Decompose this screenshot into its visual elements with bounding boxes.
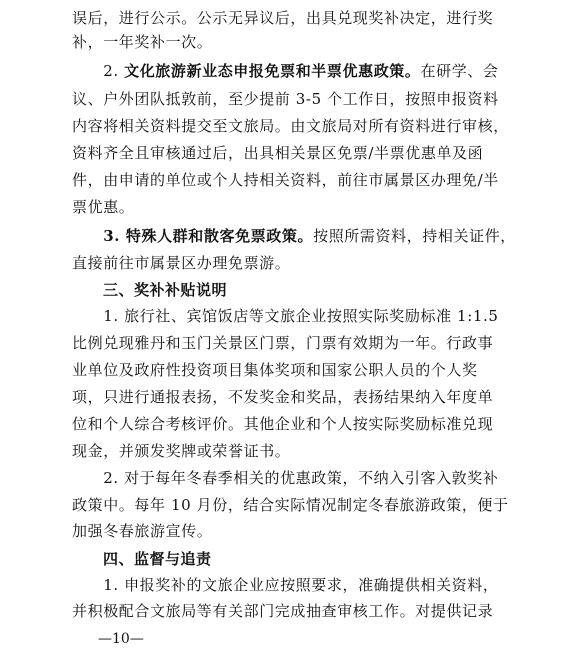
document-line	[72, 61, 499, 81]
document-line	[72, 197, 492, 217]
text-run: 误后，进行公示。公示无异议后，出具兑现奖补决定，进行奖	[72, 9, 494, 27]
document-line	[72, 441, 492, 461]
text-run: 直接前往市属景区办理免票游。	[72, 254, 291, 272]
document-line	[72, 521, 492, 541]
text-run: 1. 旅行社、宾馆饭店等文旅企业按照实际奖励标准 1:1.5	[72, 307, 499, 325]
text-run: 2.	[72, 62, 125, 80]
text-run: 比例兑现雅丹和玉门关景区门票，门票有效期为一年。行政事	[72, 334, 494, 352]
text-run: 政策中。每年 10 月份，结合实际情况制定冬春旅游政策，便于	[72, 496, 509, 514]
document-line	[72, 360, 492, 380]
document-line	[72, 601, 492, 621]
text-run: 项，只进行通报表扬，不发奖金和奖品，表扬结果纳入年度单	[72, 388, 494, 406]
text-run: 业单位及政府性投资项目集体奖项和国家公职人员的个人奖	[72, 361, 478, 379]
document-line	[72, 143, 492, 163]
text-run	[72, 227, 103, 245]
document-line	[72, 306, 499, 326]
document-line	[72, 32, 492, 52]
text-run: 资料齐全且审核通过后，出具相关景区免票/半票优惠单及函	[72, 144, 484, 162]
document-line	[72, 89, 499, 109]
document-line	[72, 575, 499, 595]
text-run: 按照所需资料，持相关证件，	[313, 227, 516, 245]
document-line	[72, 280, 492, 300]
text-run: 补，一年奖补一次。	[72, 33, 213, 51]
text-run: 件，由申请的单位或个人持相关资料，前往市属景区办理免/半	[72, 171, 499, 189]
bold-policy-title: 3. 特殊人群和散客免票政策。	[103, 227, 314, 245]
section-heading: 三、奖补补贴说明	[72, 281, 228, 299]
document-line	[72, 495, 509, 515]
text-run: 2. 对于每年冬春季相关的优惠政策，不纳入引客入敦奖补	[72, 469, 499, 487]
text-run: 在研学、会	[420, 62, 499, 80]
text-run: 议、户外团队抵敦前，至少提前 3-5 个工作日，按照申报资料	[72, 90, 499, 108]
document-line	[72, 387, 492, 407]
page-number: —10—	[98, 631, 144, 647]
section-heading: 四、监督与追责	[72, 550, 212, 568]
document-line	[72, 549, 492, 569]
text-run: 位和个人综合考核评价。其他企业和个人按实际奖励标准兑现	[72, 415, 494, 433]
document-line	[72, 414, 492, 434]
document-line	[72, 170, 499, 190]
document-line	[72, 116, 509, 136]
text-run: 内容将相关资料提交至文旅局。由文旅局对所有资料进行审核，	[72, 117, 509, 135]
text-run: 并积极配合文旅局等有关部门完成抽查审核工作。对提供记录	[72, 602, 494, 620]
document-line	[72, 8, 492, 28]
text-run: 1. 申报奖补的文旅企业应按照要求，准确提供相关资料，	[72, 576, 499, 594]
bold-policy-title: 文化旅游新业态申报免票和半票优惠政策。	[124, 62, 421, 80]
document-line	[72, 226, 516, 246]
document-line	[72, 253, 492, 273]
text-run: 票优惠。	[72, 198, 135, 216]
text-run: 现金，并颁发奖牌或荣誉证书。	[72, 442, 291, 460]
document-line	[72, 468, 499, 488]
document-line	[72, 333, 492, 353]
text-run: 加强冬春旅游宣传。	[72, 522, 213, 540]
